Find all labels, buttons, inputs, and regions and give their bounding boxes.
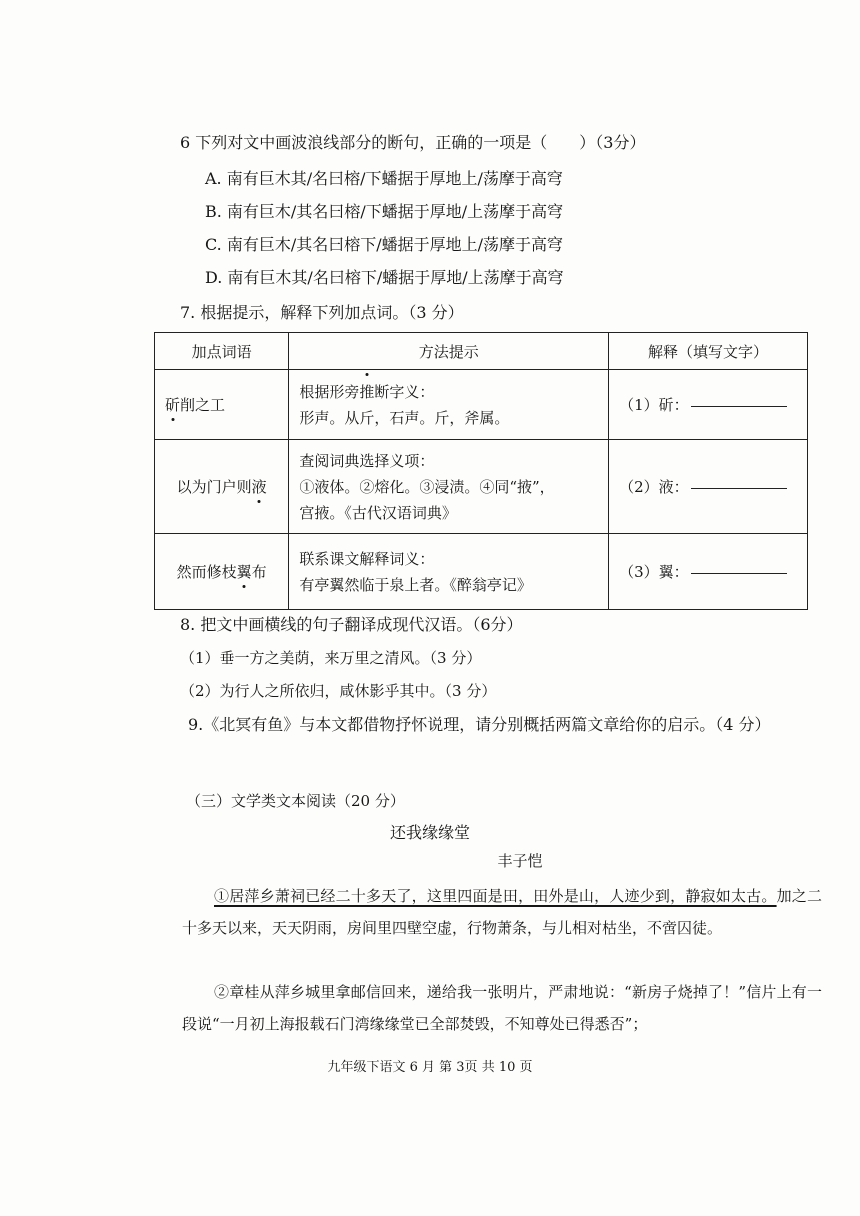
col-header-word: 加点词语 (155, 333, 289, 370)
answer-cell: （2）液： (609, 440, 808, 534)
q6-option-a: A. 南有巨木其/名曰榕/下蟠据于厚地上/荡摩于高穹 (205, 169, 563, 188)
article-paragraph-2: ②章桂从萍乡城里拿邮信回来，递给我一张明片，严肃地说：“新房子烧掉了！”信片上有一段说“一月初上海报载石门湾缘缘堂已全部焚毁，不知尊处已得悉否”； (182, 983, 822, 1033)
article-author: 丰子恺 (497, 852, 543, 870)
q8-item-2: （2）为行人之所依归，咸休影乎其中。（3 分） (180, 682, 497, 700)
q6-option-d: D. 南有巨木其/名曰榕下/蟠据于厚地/上荡摩于高穹 (205, 268, 564, 287)
hint-cell: 联系课文解释词义： 有亭翼然临于泉上者。《醉翁亭记》 (289, 534, 609, 610)
section-heading: （三）文学类文本阅读（20 分） (186, 792, 405, 810)
dotted-word-cell: 然而修枝翼布 (155, 534, 289, 610)
table-row (155, 534, 808, 610)
col-header-hint: 方法提示 (289, 333, 609, 370)
q6-option-c: C. 南有巨木/其名曰榕下/蟠据于厚地上/荡摩于高穹 (205, 235, 564, 254)
question-8-stem: 8. 把文中画横线的句子翻译成现代汉语。（6分） (180, 615, 523, 634)
answer-cell: （1）斫： (609, 370, 808, 440)
article-paragraph-1: ①居萍乡萧祠已经二十多天了，这里四面是田，田外是山，人迹少到，静寂如太古。加之二十多天以来，天天阴雨，房间里四壁空虚，行物萧条，与儿相对枯坐，不啻囚徒。 (182, 887, 822, 937)
q8-item-1: （1）垂一方之美荫，来万里之清风。（3 分） (180, 649, 482, 667)
hint-cell: 根据形旁推断字义： 形声。从斤，石声。斤，斧属。 (289, 370, 609, 440)
answer-blank[interactable] (691, 572, 787, 574)
answer-blank[interactable] (691, 405, 787, 407)
page-footer: 九年级下语文 6 月 第 3页 共 10 页 (327, 1060, 533, 1075)
col-header-answer: 解释（填写文字） (609, 333, 808, 370)
dotted-word-cell: 以为门户则液 (155, 440, 289, 534)
q6-option-b: B. 南有巨木/其名曰榕/下蟠据于厚地/上荡摩于高穹 (205, 202, 564, 221)
article-title: 还我缘缘堂 (389, 823, 470, 842)
question-6-stem: 6 下列对文中画波浪线部分的断句，正确的一项是（ ）（3分） (180, 133, 646, 152)
hint-cell: 查阅词典选择义项： ①液体。②熔化。③浸渍。④同“掖”， 宫掖。《古代汉语词典》 (289, 440, 609, 534)
table-row (155, 370, 808, 440)
answer-blank[interactable] (691, 487, 787, 489)
table-row (155, 440, 808, 534)
question-9-stem: 9.《北冥有鱼》与本文都借物抒怀说理，请分别概括两篇文章给你的启示。（4 分） (188, 715, 771, 734)
question-7-stem: 7. 根据提示，解释下列加点词。（3 分） (180, 303, 464, 322)
emphasis-dot-char: 液 (251, 478, 267, 496)
emphasis-dot-char: 翼 (236, 563, 252, 581)
answer-cell: （3）翼： (609, 534, 808, 610)
emphasis-dot-char: 推 (359, 379, 374, 405)
emphasis-dot-char: 斫 (165, 396, 181, 414)
dotted-word-cell: 斫削之工 (155, 370, 289, 440)
underlined-sentence: ①居萍乡萧祠已经二十多天了，这里四面是田，田外是山，人迹少到，静寂如太古。 (214, 887, 777, 905)
table-header-row (155, 333, 808, 370)
vocab-table (154, 332, 808, 610)
